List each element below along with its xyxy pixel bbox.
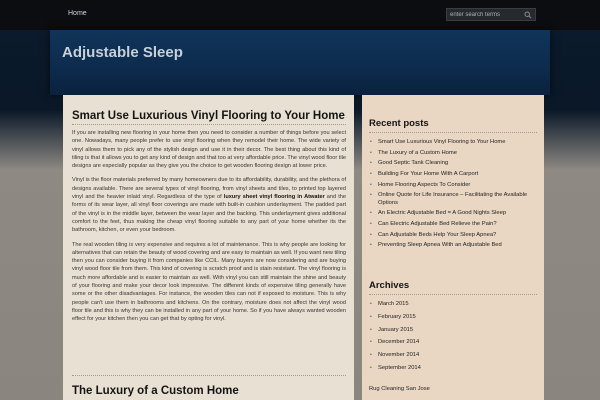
recent-post-link[interactable]: • Preventing Sleep Apnea With an Adjustable Bed (370, 242, 502, 249)
sidebar (362, 95, 544, 400)
top-nav-bar (0, 0, 600, 30)
archive-link[interactable]: • January 2015 (370, 326, 414, 333)
post-paragraph (72, 176, 346, 234)
paragraph-text: Vinyl is the floor materials preferred by many homeowners due to its affordability, durability, and the plethora of designs available. There are several types of vinyl flooring, from vinyl sheets and tiles, to printed top layered vinyl and the heavier inlaid vinyl. Regardless of the type of (72, 177, 346, 201)
post-paragraph: The real wooden tiling is very expensive and requires a lot of maintenance. This is why people are looking for alternatives that can retain the beauty of wood covering and are easy to maintain as well. If you want new tiling then you can consider buying it from companies like CCIL. Many buyers are now considering and are buying vinyl wood floor tile from them. This kind of covering is scratch proof and is stain resistant. The vinyl flooring is much more affordable and is easier to maintain as well. With vinyl you can still maintain the shine and beauty of your flooring and make your decor look impressive. The different kinds of expensive tiling generally have some or the other disadvantages. For instance, the wooden tiles can not if exposed to moisture. This is why people can't use them in bathrooms and kitchens. On the contrary, moisture does not affect the vinyl wood floor tile and this is why they can be installed in any part of your home. So if you have always wanted wooden effect for your kitchen then you can get that by opting for vinyl. (72, 241, 346, 323)
recent-post-link[interactable]: • Building For Your Home With A Carport (370, 171, 479, 178)
bullet-icon: • (370, 149, 372, 156)
post-paragraph: If you are installing new flooring in your home then you need to consider a number of things before you select one. Nowadays, many people prefer to use vinyl flooring when they remodel their home. The wide variety of vinyl allows them to pick any of the stylish design and use it in their decor. The best thing about this kind of tiling is that it allows you to get any kind of design and that too at very affordable price. The vinyl wood floor tile designs are especially popular as they give you the choice to get wooden flooring design at lower price. (72, 130, 346, 170)
archive-link[interactable]: • September 2014 (370, 364, 421, 371)
bullet-icon: • (370, 339, 372, 346)
bullet-icon: • (370, 301, 372, 307)
recent-posts-list (367, 139, 539, 253)
site-title[interactable]: Adjustable Sleep (62, 44, 183, 61)
nav-home-link[interactable]: Home (68, 10, 87, 17)
recent-post-link[interactable]: • Can Adjustable Beds Help Your Sleep Apnea? (370, 231, 497, 238)
bullet-icon: • (370, 326, 372, 333)
post-title[interactable]: The Luxury of a Custom Home (72, 385, 239, 397)
bullet-icon: • (370, 231, 372, 238)
paragraph-text: and the forms of its wear layer, all vinyl floor coverings are made with built-in cushion underlayment. The padded part of the vinyl is in the middle layer, between the wear layer and the backing. This underlayment gives additional comfort to the feet, thus making the cheap vinyl flooring suitable to any part of your home whether its the bathroom, kitchen, or even your bedroom. (72, 194, 346, 234)
rug-cleaning-link[interactable]: Rug Cleaning San Jose (369, 386, 430, 392)
bullet-icon: • (370, 210, 372, 217)
recent-post-link[interactable]: • Online Quote for Life Insurance – Facilitating the Available Options (370, 192, 528, 206)
title-divider (72, 124, 346, 125)
post-body (72, 129, 346, 330)
bullet-icon: • (370, 352, 372, 359)
search-icon[interactable] (524, 11, 532, 19)
recent-post-link[interactable]: • Smart Use Luxurious Vinyl Flooring to Your Home (370, 139, 506, 145)
archive-link[interactable]: • March 2015 (370, 301, 409, 307)
widget-divider (369, 294, 537, 295)
bullet-icon: • (370, 160, 372, 167)
recent-post-link[interactable]: • An Electric Adjustable Bed = A Good Nights Sleep (370, 210, 507, 217)
bullet-icon: • (370, 364, 372, 371)
bullet-icon: • (370, 242, 372, 249)
recent-post-link[interactable]: • Can Electric Adjustable Bed Relieve the Pain? (370, 221, 497, 228)
main-content (63, 95, 354, 400)
archive-link[interactable]: • December 2014 (370, 339, 420, 346)
post-title[interactable]: Smart Use Luxurious Vinyl Flooring to Your Home (72, 110, 345, 122)
bullet-icon: • (370, 192, 372, 199)
recent-posts-heading: Recent posts (369, 118, 429, 129)
search-box (446, 8, 536, 21)
widget-divider (369, 132, 537, 133)
search-input[interactable] (450, 10, 520, 20)
bullet-icon: • (370, 139, 372, 145)
archive-link[interactable]: • February 2015 (370, 313, 416, 320)
site-header (50, 30, 550, 95)
recent-post-link[interactable]: • Good Septic Tank Cleaning (370, 160, 449, 167)
bullet-icon: • (370, 181, 372, 188)
bullet-icon: • (370, 313, 372, 320)
luxury-vinyl-link[interactable]: luxury sheet vinyl flooring in Atwater (223, 194, 325, 201)
archives-heading: Archives (369, 280, 410, 291)
recent-post-link[interactable]: • The Luxury of a Custom Home (370, 149, 457, 156)
recent-post-link[interactable]: • Home Flooring Aspects To Consider (370, 181, 471, 188)
bullet-icon: • (370, 171, 372, 178)
archives-list (367, 301, 539, 378)
post-divider (72, 375, 346, 376)
archive-link[interactable]: • November 2014 (370, 352, 420, 359)
bullet-icon: • (370, 221, 372, 228)
